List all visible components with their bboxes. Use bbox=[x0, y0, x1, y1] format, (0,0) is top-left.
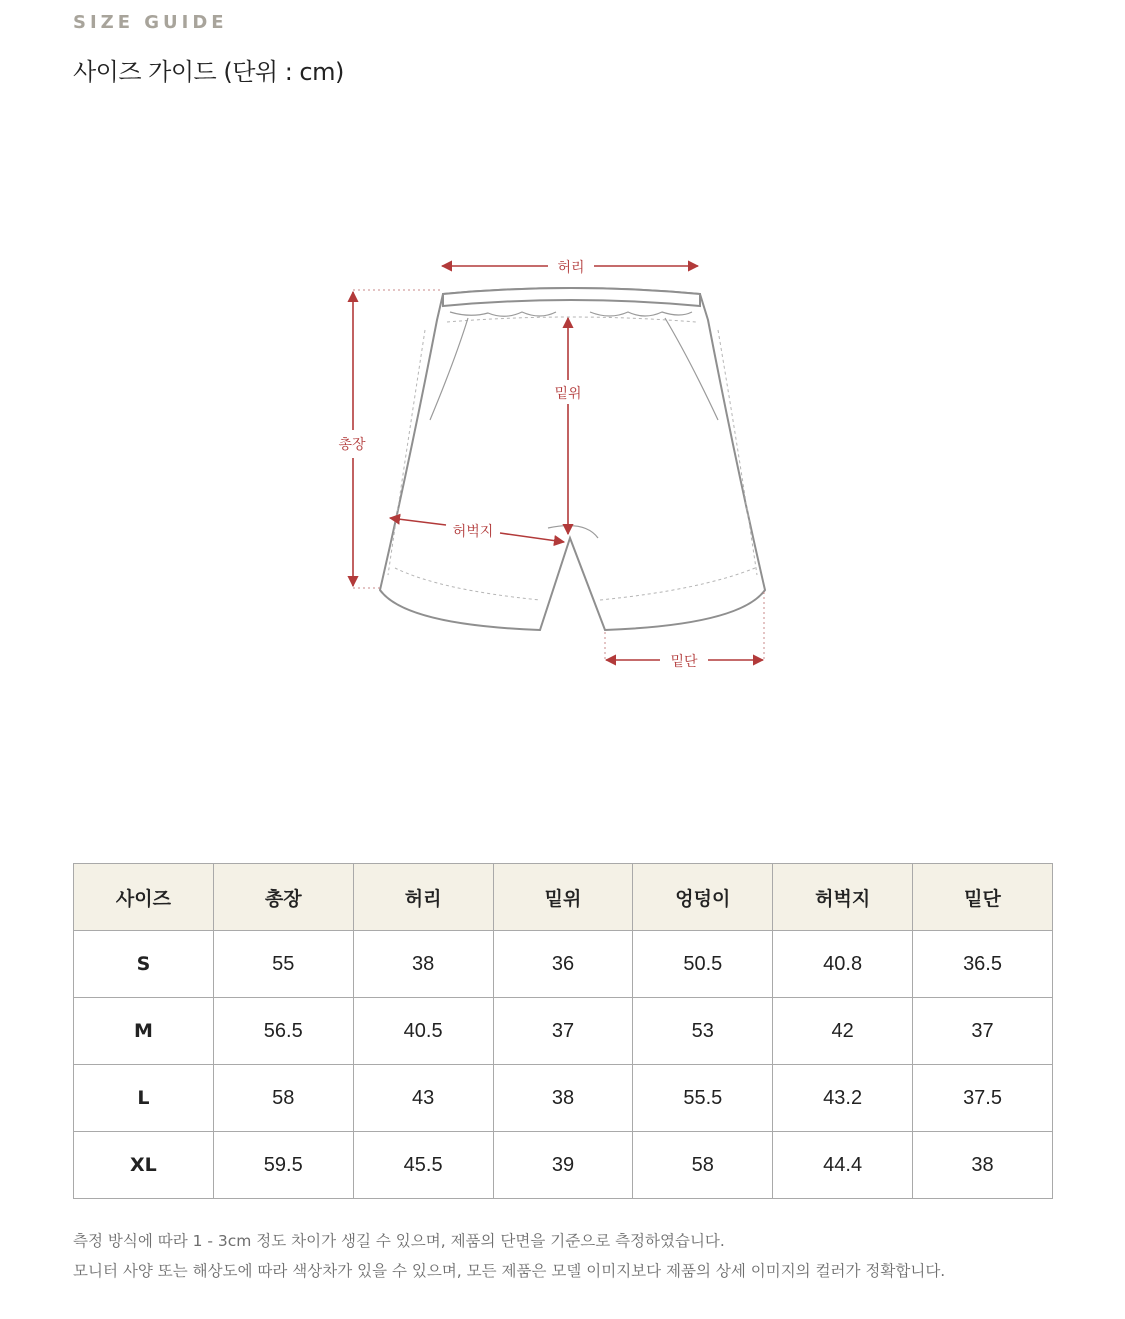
table-cell: 53 bbox=[633, 998, 773, 1065]
table-cell: 58 bbox=[213, 1065, 353, 1132]
hem-label: 밑단 bbox=[670, 654, 698, 670]
size-cell: S bbox=[74, 931, 214, 998]
header-hip: 엉덩이 bbox=[633, 864, 773, 931]
table-cell: 58 bbox=[633, 1132, 773, 1199]
thigh-label: 허벅지 bbox=[452, 524, 494, 540]
shorts-body bbox=[380, 288, 765, 630]
table-cell: 43 bbox=[353, 1065, 493, 1132]
table-cell: 36 bbox=[493, 931, 633, 998]
table-cell: 56.5 bbox=[213, 998, 353, 1065]
shorts-illustration bbox=[380, 288, 765, 630]
size-cell: XL bbox=[74, 1132, 214, 1199]
length-label: 총장 bbox=[338, 437, 366, 453]
rise-label: 밑위 bbox=[554, 386, 582, 402]
shorts-measurement-diagram bbox=[320, 240, 800, 690]
header-hem: 밑단 bbox=[913, 864, 1053, 931]
table-cell: 38 bbox=[353, 931, 493, 998]
table-cell: 55.5 bbox=[633, 1065, 773, 1132]
size-table bbox=[73, 863, 1053, 1199]
header-waist: 허리 bbox=[353, 864, 493, 931]
table-row bbox=[74, 931, 1053, 998]
table-cell: 40.5 bbox=[353, 998, 493, 1065]
note-line: 모니터 사양 또는 해상도에 따라 색상차가 있을 수 있으며, 모든 제품은 모델 이미지보다 제품의 상세 이미지의 컬러가 정확합니다. bbox=[73, 1262, 946, 1280]
table-cell: 59.5 bbox=[213, 1132, 353, 1199]
table-cell: 39 bbox=[493, 1132, 633, 1199]
table-cell: 37 bbox=[913, 998, 1053, 1065]
table-cell: 42 bbox=[773, 998, 913, 1065]
table-cell: 43.2 bbox=[773, 1065, 913, 1132]
table-cell: 45.5 bbox=[353, 1132, 493, 1199]
measurement-notes bbox=[73, 1226, 945, 1286]
table-cell: 37.5 bbox=[913, 1065, 1053, 1132]
size-cell: M bbox=[74, 998, 214, 1065]
table-row bbox=[74, 998, 1053, 1065]
table-cell: 40.8 bbox=[773, 931, 913, 998]
table-cell: 36.5 bbox=[913, 931, 1053, 998]
table-cell: 44.4 bbox=[773, 1132, 913, 1199]
table-cell: 37 bbox=[493, 998, 633, 1065]
header-size: 사이즈 bbox=[74, 864, 214, 931]
table-row bbox=[74, 1065, 1053, 1132]
header-thigh: 허벅지 bbox=[773, 864, 913, 931]
table-cell: 55 bbox=[213, 931, 353, 998]
table-cell: 38 bbox=[493, 1065, 633, 1132]
table-row bbox=[74, 1132, 1053, 1199]
waist-label: 허리 bbox=[557, 260, 585, 276]
note-line: 측정 방식에 따라 1 - 3cm 정도 차이가 생길 수 있으며, 제품의 단면을 기준으로 측정하였습니다. bbox=[73, 1232, 725, 1250]
page-title: 사이즈 가이드 (단위 : cm) bbox=[73, 58, 344, 86]
header-length: 총장 bbox=[213, 864, 353, 931]
header-rise: 밑위 bbox=[493, 864, 633, 931]
table-cell: 38 bbox=[913, 1132, 1053, 1199]
table-cell: 50.5 bbox=[633, 931, 773, 998]
size-table-header-row bbox=[74, 864, 1053, 931]
size-cell: L bbox=[74, 1065, 214, 1132]
size-guide-eyebrow: SIZE GUIDE bbox=[73, 12, 228, 33]
